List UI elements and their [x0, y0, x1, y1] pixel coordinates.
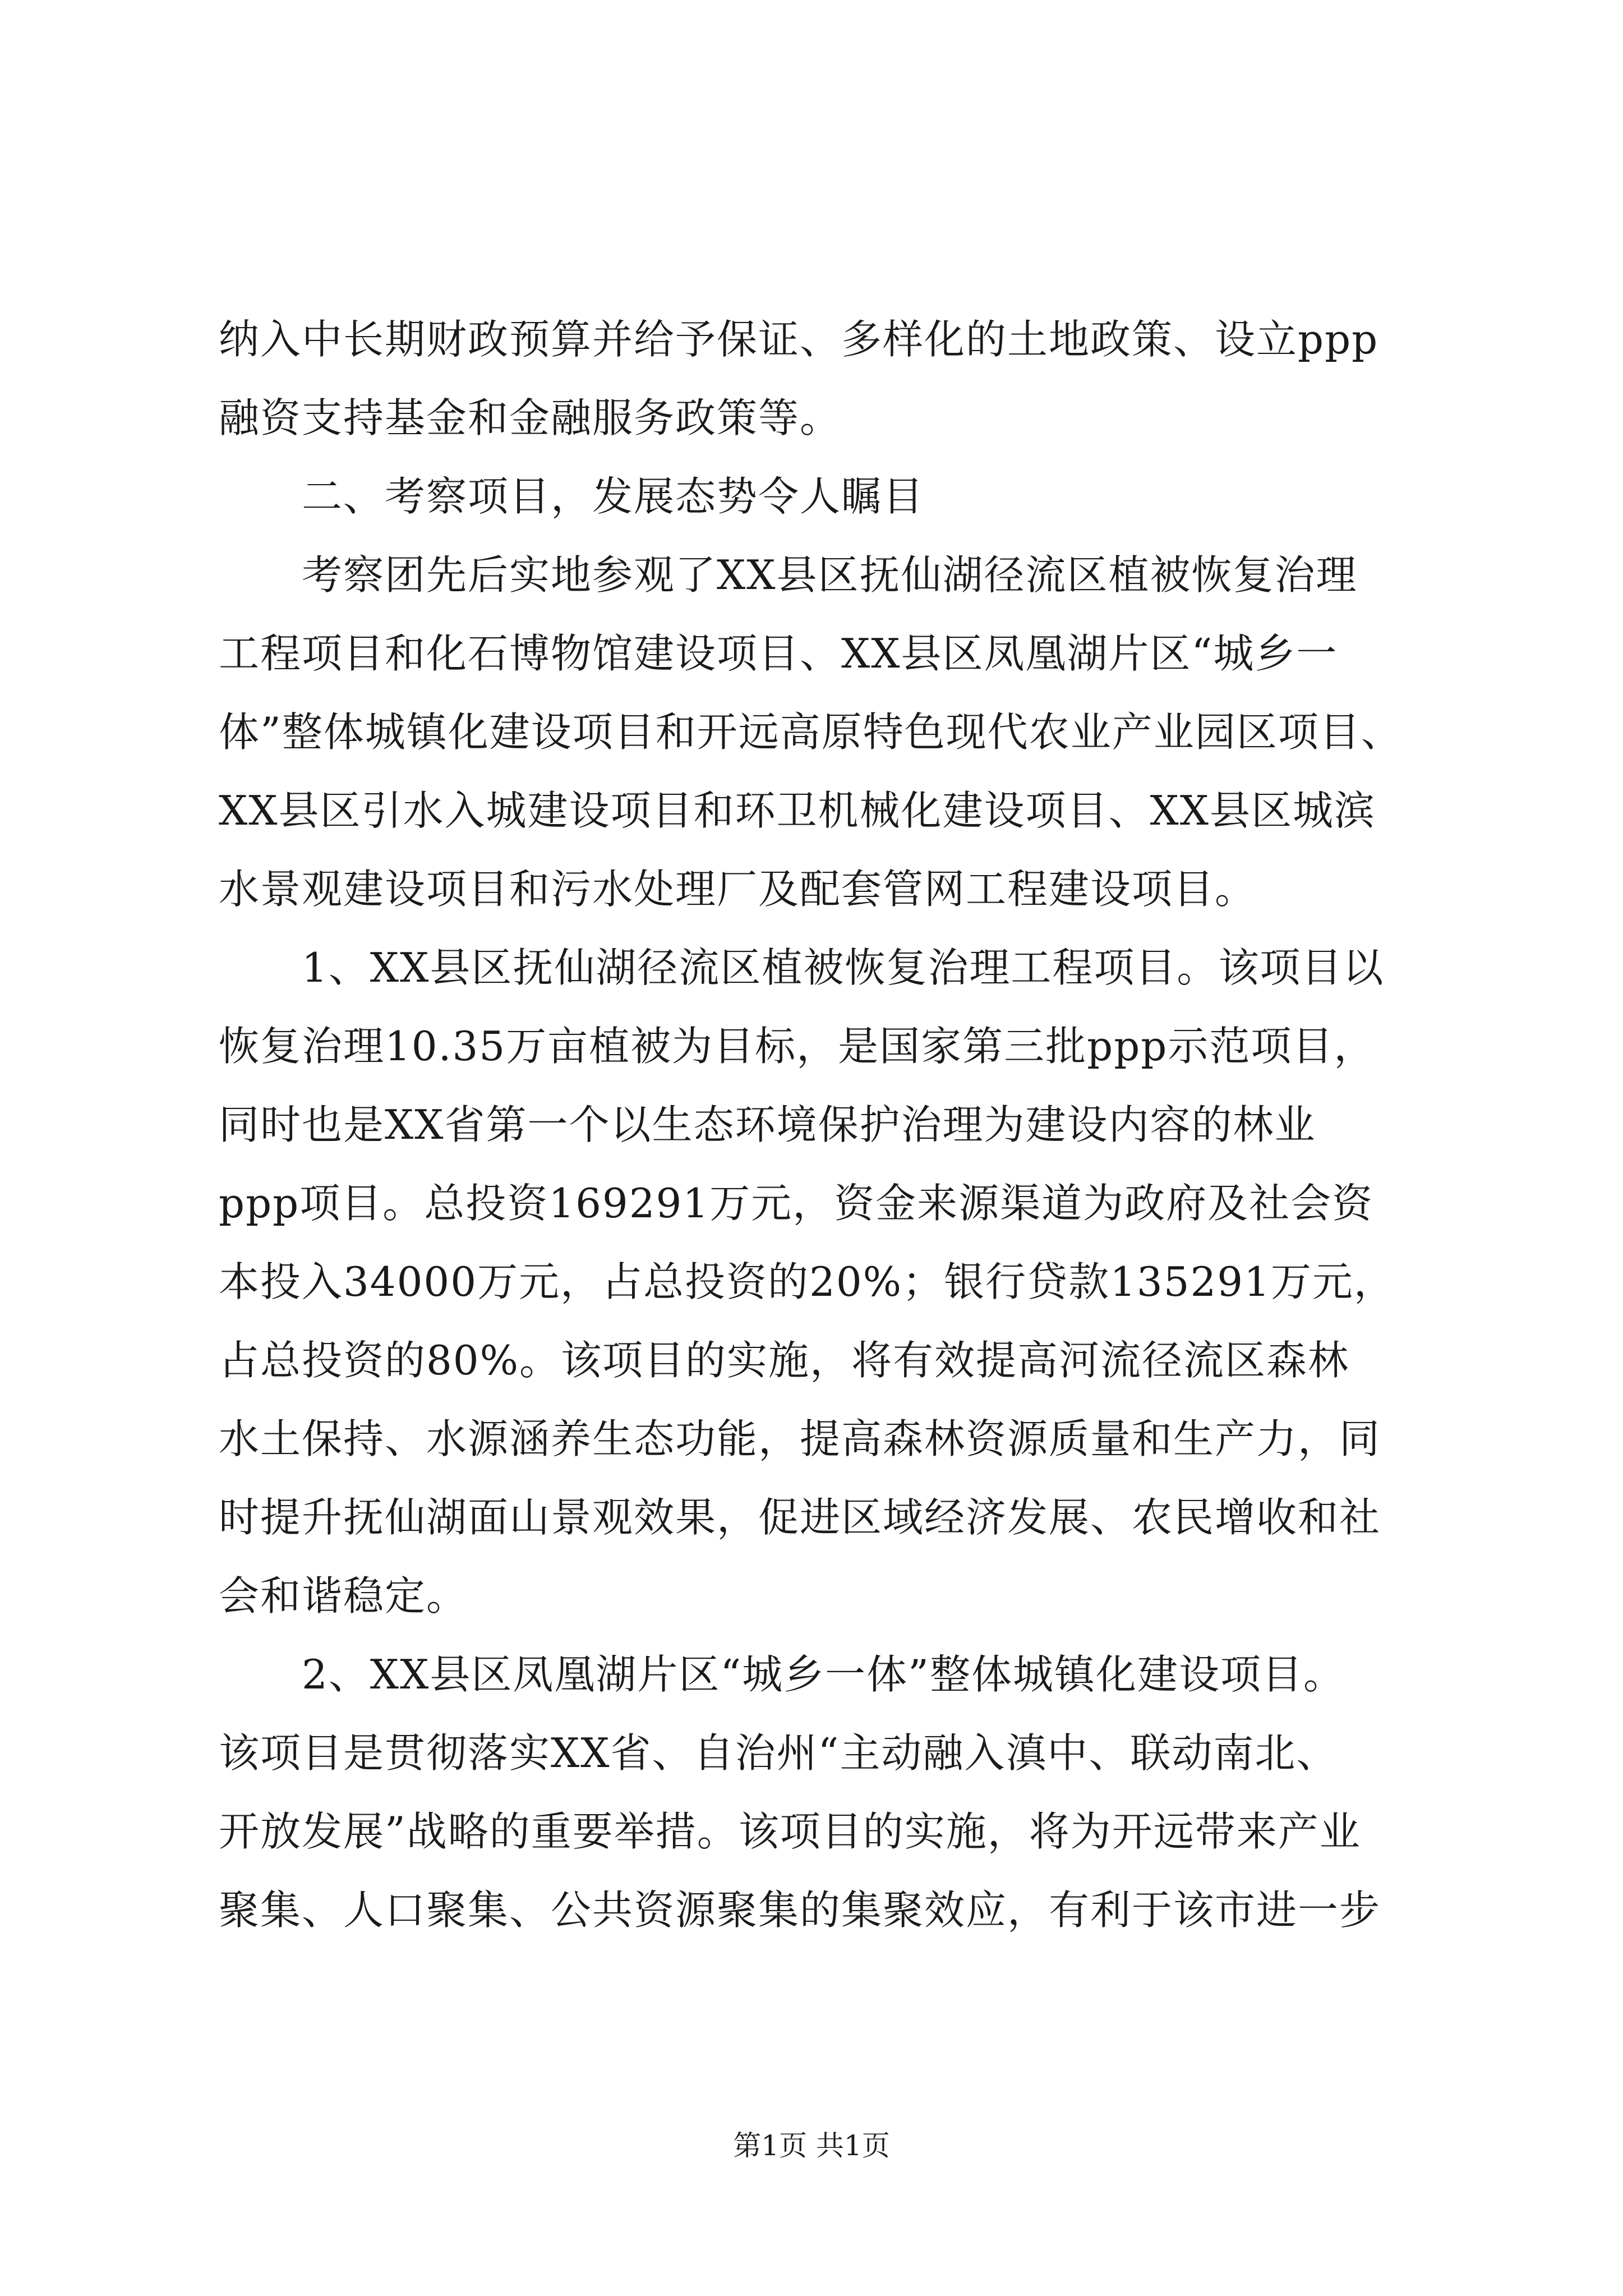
text-line: 恢复治理10.35万亩植被为目标，是国家第三批ppp示范项目，	[219, 1023, 1376, 1070]
document-body	[219, 300, 1424, 1949]
text-line: 工程项目和化石博物馆建设项目、XX县区凤凰湖片区“城乡一	[219, 630, 1338, 677]
text-line: 该项目是贯彻落实XX省、自治州“主动融入滇中、联动南北、	[219, 1729, 1338, 1777]
text-line: 1、XX县区抚仙湖径流区植被恢复治理工程项目。该项目以	[219, 944, 1385, 991]
text-line: 时提升抚仙湖面山景观效果，促进区域经济发展、农民增收和社	[219, 1494, 1381, 1541]
text-line: 同时也是XX省第一个以生态环境保护治理为建设内容的林业	[219, 1101, 1316, 1148]
text-line: 考察团先后实地参观了XX县区抚仙湖径流区植被恢复治理	[219, 551, 1358, 599]
text-line: 水景观建设项目和污水处理厂及配套管网工程建设项目。	[219, 866, 1257, 913]
text-line: 体”整体城镇化建设项目和开远高原特色现代农业产业园区项目、	[219, 708, 1403, 756]
text-line: 会和谐稳定。	[219, 1572, 468, 1619]
text-line: XX县区引水入城建设项目和环卫机械化建设项目、XX县区城滨	[219, 787, 1376, 834]
page-number-footer: 第1页 共1页	[733, 2129, 890, 2162]
text-line: 开放发展”战略的重要举措。该项目的实施，将为开远带来产业	[219, 1808, 1361, 1855]
section-heading: 二、考察项目，发展态势令人瞩目	[219, 473, 925, 520]
text-line: ppp项目。总投资169291万元，资金来源渠道为政府及社会资	[219, 1180, 1374, 1227]
text-line: 本投入34000万元，占总投资的20%；银行贷款135291万元，	[219, 1258, 1395, 1305]
text-line: 2、XX县区凤凰湖片区“城乡一体”整体城镇化建设项目。	[219, 1651, 1345, 1698]
text-line: 占总投资的80%。该项目的实施，将有效提高河流径流区森林	[219, 1337, 1350, 1384]
text-line: 纳入中长期财政预算并给予保证、多样化的土地政策、设立ppp	[219, 316, 1379, 363]
text-line: 融资支持基金和金融服务政策等。	[219, 394, 842, 441]
text-line: 水土保持、水源涵养生态功能，提高森林资源质量和生产力，同	[219, 1415, 1381, 1462]
text-line: 聚集、人口聚集、公共资源聚集的集聚效应，有利于该市进一步	[219, 1887, 1381, 1934]
